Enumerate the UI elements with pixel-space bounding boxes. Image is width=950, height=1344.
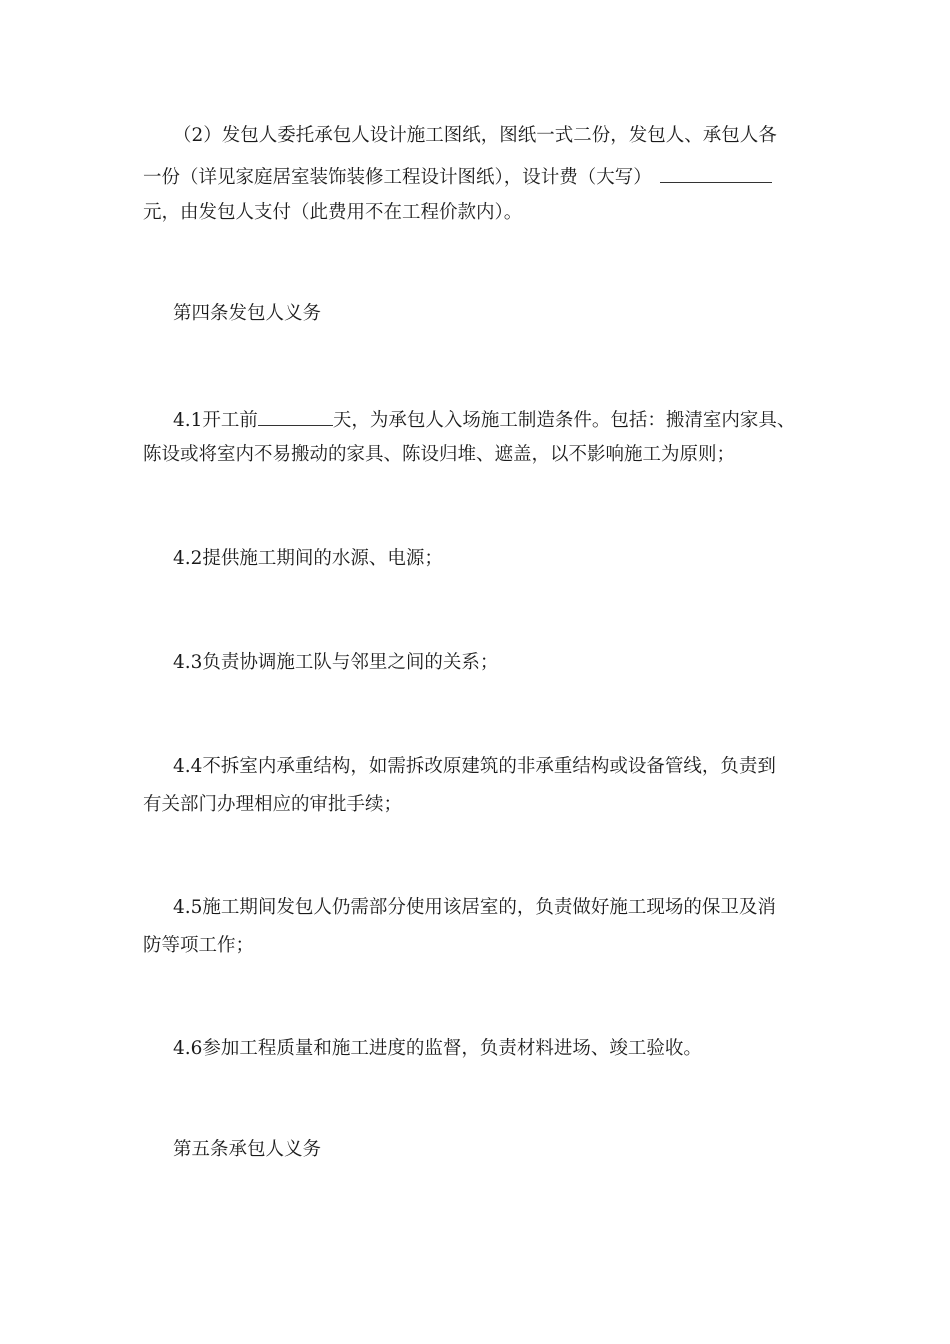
days-blank [258,409,333,426]
paragraph-2-line-2-text: 一份（详见家庭居室装饰装修工程设计图纸），设计费（大写） [143,167,652,188]
article-4-heading: 第四条发包人义务 [173,303,322,324]
clause-4-3: 4.3负责协调施工队与邻里之间的关系； [173,652,499,673]
clause-4-4-line-2: 有关部门办理相应的审批手续； [143,794,403,815]
clause-4-2: 4.2提供施工期间的水源、电源； [173,548,443,569]
clause-4-5-line-1: 4.5施工期间发包人仍需部分使用该居室的，负责做好施工现场的保卫及消 [173,897,776,918]
paragraph-2-line-1: （2）发包人委托承包人设计施工图纸，图纸一式二份，发包人、承包人各 [173,125,777,146]
clause-4-5-line-2: 防等项工作； [143,935,255,956]
paragraph-2-line-3: 元，由发包人支付（此费用不在工程价款内）。 [143,202,523,223]
clause-4-6: 4.6参加工程质量和施工进度的监督，负责材料进场、竣工验收。 [173,1038,702,1059]
design-fee-blank [660,166,772,183]
clause-4-4-line-1: 4.4不拆室内承重结构，如需拆改原建筑的非承重结构或设备管线，负责到 [173,756,776,777]
clause-4-1-line-2: 陈设或将室内不易搬动的家具、陈设归堆、遮盖，以不影响施工为原则； [143,444,736,465]
clause-4-1-line-1 [173,409,795,431]
paragraph-2-line-2 [143,166,772,188]
clause-4-1-suffix: 天，为承包人入场施工制造条件。包括：搬清室内家具、 [332,410,796,431]
article-5-heading: 第五条承包人义务 [173,1139,322,1160]
clause-4-1-prefix: 4.1开工前 [173,410,258,431]
